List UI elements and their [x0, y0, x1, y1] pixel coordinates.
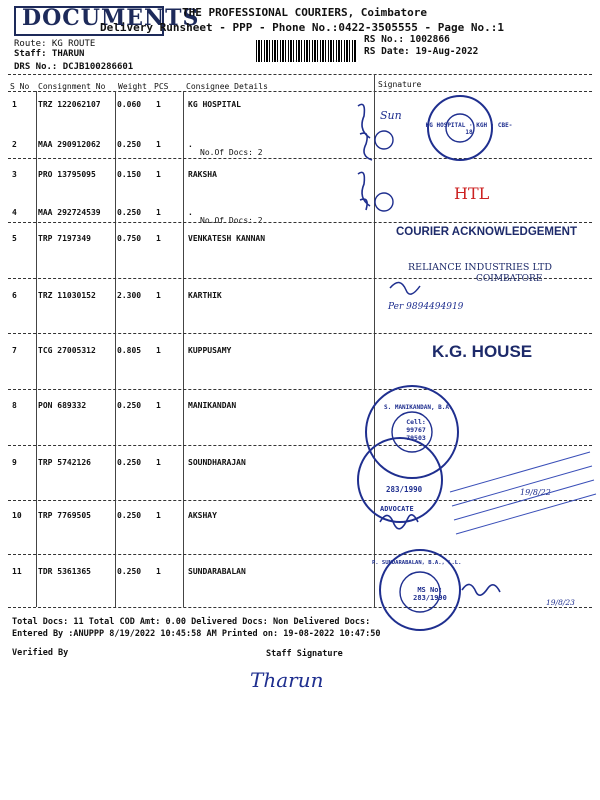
row-weight: 0.805 — [117, 346, 142, 355]
ms-no-2: MS No: 283/1990 — [413, 586, 447, 602]
row-pcs: 1 — [156, 100, 161, 109]
row-pcs: 1 — [156, 170, 161, 179]
handwriting-row11-date: 19/8/23 — [546, 598, 575, 607]
row-consignment: PON 689332 — [38, 401, 87, 410]
row-consignee: SOUNDHARAJAN — [188, 458, 246, 467]
col-consignee: Consignee Details — [186, 82, 268, 91]
ms-no-1: 283/1990 — [386, 485, 423, 494]
row-consignment: MAA 292724539 — [38, 208, 101, 217]
row-sno: 9 — [12, 458, 17, 467]
row-consignment: MAA 290912062 — [38, 140, 101, 149]
barcode — [256, 40, 356, 62]
row-sno: 6 — [12, 291, 17, 300]
handwriting-row1: Sun — [380, 109, 402, 122]
row-sno: 8 — [12, 401, 17, 410]
row-consignee: KARTHIK — [188, 291, 222, 300]
staff-signature-label: Staff Signature — [266, 649, 343, 659]
documents-stamp: DOCUMENTS — [22, 5, 200, 31]
row-docs: No.Of Docs: 2 — [200, 148, 263, 157]
handwriting-row9-date: 19/8/22 — [520, 488, 551, 497]
company-line: THE PROFESSIONAL COURIERS, Coimbatore — [182, 6, 428, 19]
staff-label: Staff: THARUN — [14, 49, 85, 59]
row-pcs: 1 — [156, 291, 161, 300]
col-pcs: PCS — [154, 82, 169, 91]
row-sno: 4 — [12, 208, 17, 217]
row-consignment: TRP 7769505 — [38, 511, 91, 520]
advocate-seal-text: ADVOCATE — [380, 505, 414, 513]
row-weight: 0.250 — [117, 458, 142, 467]
reliance-stamp: RELIANCE INDUSTRIES LTD — [408, 262, 552, 273]
row-pcs: 1 — [156, 511, 161, 520]
htl-mark: HTL — [454, 184, 490, 203]
row-sno: 2 — [12, 140, 17, 149]
row-sno: 7 — [12, 346, 17, 355]
row-sno: 1 — [12, 100, 17, 109]
row-sno: 3 — [12, 170, 17, 179]
staff-signature: Tharun — [250, 668, 324, 692]
row-consignee: RAKSHA — [188, 170, 217, 179]
verified-by: Verified By — [12, 648, 69, 658]
rs-number: RS No.: 1002866 — [364, 34, 450, 45]
sundarabalan-seal-text: P. SUNDARABALAN, B.A., L.L. — [372, 560, 462, 566]
row-sno: 5 — [12, 234, 17, 243]
row-weight: 0.250 — [117, 401, 142, 410]
stamps-layer — [340, 92, 600, 632]
handwriting-mark — [358, 104, 372, 160]
route-label: Route: KG ROUTE — [14, 39, 96, 49]
col-signature: Signature — [378, 80, 422, 89]
row-weight: 0.250 — [117, 567, 142, 576]
row-pcs: 1 — [156, 401, 161, 410]
row-weight: 0.250 — [117, 511, 142, 520]
courier-ack-stamp: COURIER ACKNOWLEDGEMENT — [396, 226, 578, 238]
row-consignee: . — [188, 140, 193, 149]
handwriting-mark — [462, 584, 500, 595]
manikandan-cell: Cell: 99767 79503 — [406, 418, 426, 442]
row-consignment: TDR 5361365 — [38, 567, 91, 576]
handwriting-row6: Per 9894494919 — [388, 302, 464, 312]
row-weight: 0.250 — [117, 140, 142, 149]
totals-line: Total Docs: 11 Total COD Amt: 0.00 Delivered Docs: Non Delivered Docs: — [12, 617, 371, 627]
runsheet-line: Delivery Runsheet - PPP - Phone No.:0422-3505555 - Page No.:1 — [100, 21, 504, 34]
col-divider — [115, 91, 116, 607]
row-pcs: 1 — [156, 458, 161, 467]
row-consignment: TRZ 122062107 — [38, 100, 101, 109]
row-docs: No.Of Docs: 2 — [200, 216, 263, 225]
row-weight: 2.300 — [117, 291, 142, 300]
row-consignment: TRP 7197349 — [38, 234, 91, 243]
col-sno: S No — [10, 82, 30, 91]
row-consignment: TCG 27005312 — [38, 346, 96, 355]
row-consignee: SUNDARABALAN — [188, 567, 246, 576]
row-consignee: MANIKANDAN — [188, 401, 237, 410]
row-consignee: AKSHAY — [188, 511, 217, 520]
header-top-rule — [8, 74, 592, 75]
row-consignment: TRZ 11030152 — [38, 291, 96, 300]
kgh-seal-text: KG HOSPITAL · KGH · CBE-18 — [425, 122, 513, 136]
row-weight: 0.750 — [117, 234, 142, 243]
row-weight: 0.250 — [117, 208, 142, 217]
row-consignee: KG HOSPITAL — [188, 100, 241, 109]
row-weight: 0.150 — [117, 170, 142, 179]
col-consignment: Consignment No — [38, 82, 106, 91]
row-consignee: . — [188, 208, 193, 217]
kg-house-stamp: K.G. HOUSE — [432, 342, 533, 361]
handwriting-mark — [390, 282, 420, 294]
col-divider — [183, 91, 184, 607]
row-sno: 10 — [12, 511, 22, 520]
row-pcs: 1 — [156, 567, 161, 576]
col-weight: Weight — [118, 82, 147, 91]
handwriting-mark — [375, 193, 393, 211]
row-consignment: PRO 13795095 — [38, 170, 96, 179]
entered-line: Entered By :ANUPPP 8/19/2022 10:45:58 AM Printed on: 19-08-2022 10:47:50 — [12, 629, 381, 639]
row-pcs: 1 — [156, 208, 161, 217]
handwriting-mark — [375, 131, 393, 149]
row-pcs: 1 — [156, 346, 161, 355]
reliance-city: COIMBATORE — [476, 274, 543, 284]
row-pcs: 1 — [156, 234, 161, 243]
row-sno: 11 — [12, 567, 22, 576]
row-consignee: VENKATESH KANNAN — [188, 234, 266, 243]
col-divider — [36, 91, 37, 607]
row-consignee: KUPPUSAMY — [188, 346, 232, 355]
rs-date: RS Date: 19-Aug-2022 — [364, 46, 479, 57]
handwriting-mark — [358, 172, 370, 210]
drs-number: DRS No.: DCJB100286601 — [14, 62, 134, 72]
row-weight: 0.060 — [117, 100, 142, 109]
row-consignment: TRP 5742126 — [38, 458, 91, 467]
manikandan-seal-text: S. MANIKANDAN, B.A. — [384, 404, 453, 411]
row-pcs: 1 — [156, 140, 161, 149]
